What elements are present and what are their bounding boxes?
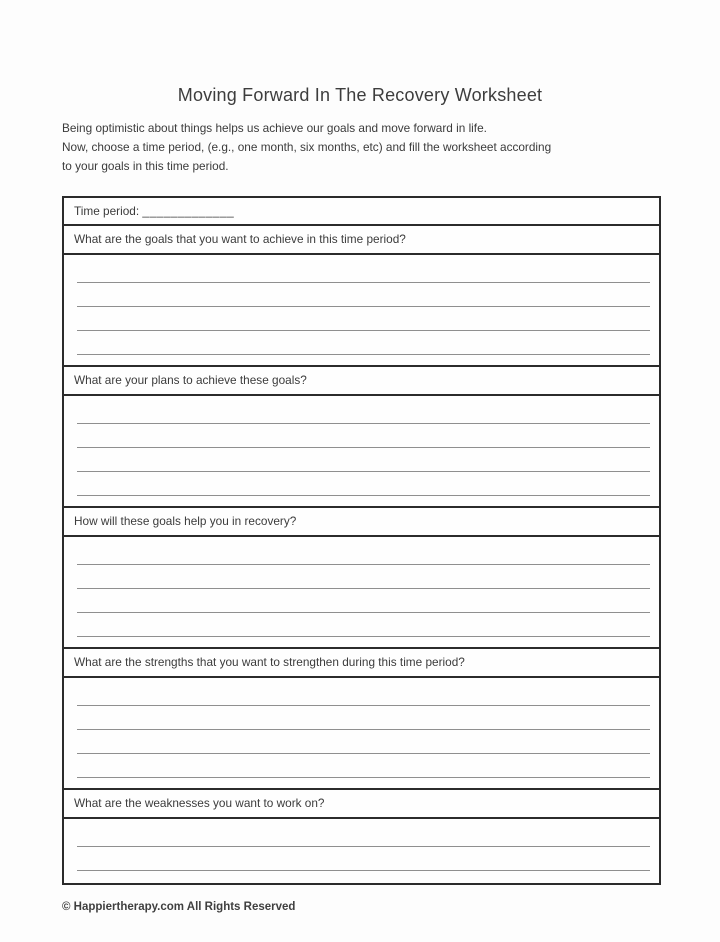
page-title: Moving Forward In The Recovery Worksheet	[177, 85, 543, 105]
answer-line[interactable]	[77, 541, 650, 565]
time-period-row	[64, 198, 659, 226]
question-row-3: How will these goals help you in recovery?	[64, 508, 659, 537]
answer-box-2	[64, 396, 659, 508]
answer-line[interactable]	[77, 613, 650, 637]
time-period-label: Time period:	[74, 204, 140, 218]
intro-line-3: to your goals in this time period.	[62, 159, 229, 173]
intro-line-2: Now, choose a time period, (e.g., one month, six months, etc) and fill the worksheet according	[62, 140, 552, 154]
time-period-blank[interactable]: _____________	[142, 204, 235, 218]
answer-line[interactable]	[77, 283, 650, 307]
answer-line[interactable]	[77, 730, 650, 754]
question-row-2: What are your plans to achieve these goals?	[64, 367, 659, 396]
answer-line[interactable]	[77, 331, 650, 355]
answer-line[interactable]	[77, 682, 650, 706]
answer-line[interactable]	[77, 424, 650, 448]
intro-text	[62, 119, 660, 176]
answer-box-5	[64, 819, 659, 883]
intro-line-1: Being optimistic about things helps us achieve our goals and move forward in life.	[62, 121, 487, 135]
answer-box-3	[64, 537, 659, 649]
answer-line[interactable]	[77, 847, 650, 871]
answer-box-1	[64, 255, 659, 367]
answer-line[interactable]	[77, 259, 650, 283]
answer-line[interactable]	[77, 400, 650, 424]
answer-line[interactable]	[77, 823, 650, 847]
answer-line[interactable]	[77, 448, 650, 472]
answer-line[interactable]	[77, 589, 650, 613]
answer-line[interactable]	[77, 565, 650, 589]
answer-line[interactable]	[77, 754, 650, 778]
footer-copyright: © Happiertherapy.com All Rights Reserved	[62, 901, 296, 913]
question-row-5: What are the weaknesses you want to work on?	[64, 790, 659, 819]
worksheet-table	[62, 196, 661, 885]
question-row-1: What are the goals that you want to achieve in this time period?	[64, 226, 659, 255]
answer-line[interactable]	[77, 706, 650, 730]
answer-line[interactable]	[77, 307, 650, 331]
question-row-4: What are the strengths that you want to strengthen during this time period?	[64, 649, 659, 678]
answer-box-4	[64, 678, 659, 790]
answer-line[interactable]	[77, 472, 650, 496]
